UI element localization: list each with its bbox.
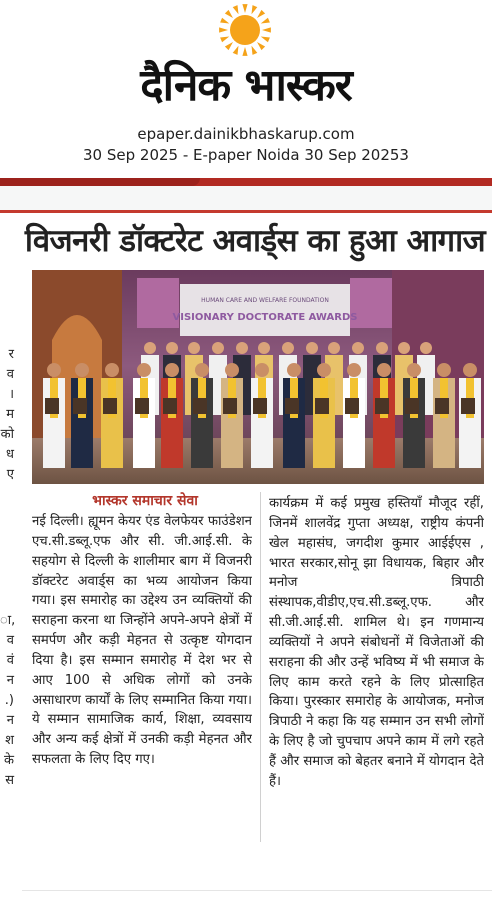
person-head (195, 363, 209, 377)
brand-wordmark: दैनिक भास्कर (140, 60, 352, 111)
adjacent-article-clip (0, 213, 22, 900)
clipped-text-fragment: के (4, 753, 14, 768)
page-bottom-rule (22, 890, 492, 891)
sun-ray (252, 46, 258, 55)
sun-logo-icon (217, 2, 273, 58)
clipped-text-fragment: .) (4, 693, 14, 708)
person-head (352, 342, 364, 354)
person-head (407, 363, 421, 377)
person-head (463, 363, 477, 377)
clipped-text-fragment: न (6, 713, 14, 728)
clipped-text-fragment: र (8, 347, 14, 362)
sun-ray (233, 5, 239, 14)
sun-ray (219, 27, 228, 32)
header-red-tab (0, 178, 200, 186)
award-certificate (223, 398, 237, 414)
clipped-text-fragment: म (6, 407, 14, 422)
person-head (225, 363, 239, 377)
person-head (144, 342, 156, 354)
award-certificate (163, 398, 177, 414)
sun-ray (225, 10, 233, 18)
person-head (398, 342, 410, 354)
award-certificate (405, 398, 419, 414)
person-head (165, 363, 179, 377)
article-byline: भास्कर समाचार सेवा (92, 493, 198, 509)
person-head (437, 363, 451, 377)
edition-dateline: 30 Sep 2025 - E-paper Noida 30 Sep 20253 (83, 146, 409, 164)
person-head (282, 342, 294, 354)
masthead (0, 0, 492, 172)
person-head (258, 342, 270, 354)
award-certificate (461, 398, 475, 414)
award-certificate (103, 398, 117, 414)
award-certificate (285, 398, 299, 414)
award-certificate (45, 398, 59, 414)
person-head (255, 363, 269, 377)
sun-ray (220, 37, 229, 43)
award-certificate (315, 398, 329, 414)
sun-ray (220, 18, 229, 24)
award-certificate (435, 398, 449, 414)
person-head (287, 363, 301, 377)
article-column-2: कार्यक्रम में कई प्रमुख हस्तियाँ मौजूद रहीं, जिनमें शालवेंद्र गुप्ता अध्यक्ष, राष्ट्रीय कंपनी खेल महासंघ, जगदीश कुमार आईईएस , भारत सरकार,सोनू झा विधायक, बिहार और मनोज त्रिपाठी संस्थापक,वीडीए,एच.सी.डब्लू.एफ. और सी.जी.आई.सी. शामिल थे। इन गणमान्य व्यक्तियों ने अपने संबोधनों में विजेताओं की सराहना की और उन्हें भविष्य में भी समाज के लिए काम करते रहने के लिए प्रोत्साहित किया। पुरस्कार समारोह के आयोजक, मनोज त्रिपाठी ने कहा कि यह सम्मान उन सभी लोगों के लिए है जो चुपचाप अपने काम में लगे रहते हैं और समाज को बेहतर बनाने में योगदान देते हैं। (269, 496, 484, 789)
clipped-text-fragment: न (6, 673, 14, 688)
person-head (347, 363, 361, 377)
article-column-1: नई दिल्ली। ह्यूमन केयर एंड वेलफेयर फाउंडेशन एच.सी.डब्लू.एफ और सी. जी.आई.सी. के सहयोग से दिल्ली के शालीमार बाग में विजनरी डॉक्टरेट अवार्ड्स का भव्य आयोजन किया गया। इस समारोह का उद्देश्य उन व्यक्तियों की सराहना करना था जिन्होंने अपने-अपने क्षेत्रों में समर्पण और कड़ी मेहनत से उत्कृष्ट योगदान दिया है। इस सम्मान समारोह में देश भर से आए 100 से अधिक लोगों को उनके असाधारण कार्यों के लिए सम्मानित किया गया। ये सम्मान सामाजिक कार्य, शिक्षा, व्यवसाय और अन्य कई क्षेत्रों में उनकी कड़ी मेहनत और सफलता के लिए दिए गए। (32, 514, 252, 768)
person-head (317, 363, 331, 377)
award-ceremony-photo (32, 270, 484, 484)
header-bottom-rule (0, 210, 492, 213)
person-head (236, 342, 248, 354)
person-head (377, 363, 391, 377)
clipped-text-fragment: स (5, 773, 14, 788)
person-head (212, 342, 224, 354)
sun-ray (257, 10, 265, 18)
award-certificate (345, 398, 359, 414)
sun-ray (242, 4, 247, 13)
clipped-text-fragment: व (6, 633, 14, 648)
clipped-text-fragment: ध (6, 447, 14, 462)
clipped-text-fragment: को (0, 427, 14, 442)
sun-ray (261, 37, 270, 43)
award-certificate (193, 398, 207, 414)
clipped-text-fragment: ए (6, 467, 14, 482)
award-certificate (375, 398, 389, 414)
person-head (47, 363, 61, 377)
clipped-text-fragment: वं (6, 653, 14, 668)
person-head (166, 342, 178, 354)
award-certificate (135, 398, 149, 414)
person-head (188, 342, 200, 354)
person-head (376, 342, 388, 354)
person-head (137, 363, 151, 377)
sun-ray (233, 46, 239, 55)
sun-ray (257, 42, 265, 50)
person-head (75, 363, 89, 377)
sun-ray (262, 27, 271, 32)
clipped-text-fragment: श (5, 733, 14, 748)
clipped-text-fragment: ा, (0, 613, 16, 628)
clipped-text-fragment: । (9, 387, 14, 402)
svg-text:HUMAN CARE AND WELFARE FOUNDAT: HUMAN CARE AND WELFARE FOUNDATION (201, 297, 329, 304)
sun-ray (225, 42, 233, 50)
article-headline: विजनरी डॉक्टरेट अवार्ड्स का हुआ आगाज (24, 223, 486, 259)
person-head (420, 342, 432, 354)
column-divider (260, 492, 261, 842)
sun-ray (242, 47, 247, 56)
clipped-text-fragment: व (6, 367, 14, 382)
person-head (306, 342, 318, 354)
award-certificate (253, 398, 267, 414)
sun-ray (252, 5, 258, 14)
person-head (105, 363, 119, 377)
award-certificate (73, 398, 87, 414)
site-url[interactable]: epaper.dainikbhaskarup.com (137, 125, 355, 143)
person-head (328, 342, 340, 354)
svg-text:VISIONARY DOCTORATE AWARDS: VISIONARY DOCTORATE AWARDS (172, 312, 358, 323)
sun-ray (261, 18, 270, 24)
